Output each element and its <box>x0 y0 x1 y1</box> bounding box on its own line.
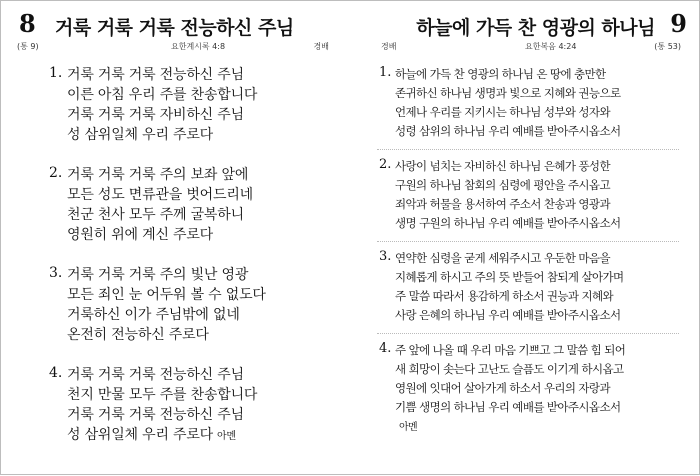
verse-line: 주 앞에 나올 때 우리 마음 기쁘고 그 말씀 힘 되어 <box>395 343 626 357</box>
verse <box>1 365 351 465</box>
verse-number: 3. <box>49 265 63 281</box>
verse-line: 거룩 거룩 거룩 전능하신 주님 <box>67 407 244 423</box>
verse-line: 주 말씀 따라서 용감하게 하소서 권능과 지혜와 <box>395 289 614 303</box>
verse-line: 천군 천사 모두 주께 굴복하니 <box>67 207 244 223</box>
verse-line: 거룩 거룩 거룩 전능하신 주님 <box>67 67 244 83</box>
left-page <box>1 1 351 476</box>
verse-separator <box>377 149 679 150</box>
verse-separator <box>377 241 679 242</box>
hymn-number: 8 <box>19 9 36 38</box>
verse-number: 2. <box>49 165 63 181</box>
verse-line: 거룩하신 이가 주님밖에 없네 <box>67 307 240 323</box>
verse-line: 연약한 심령을 굳게 세워주시고 우둔한 마음을 <box>395 251 610 265</box>
verse-line: 모든 성도 면류관을 벗어드리네 <box>67 187 253 203</box>
verse-line: 지혜롭게 하시고 주의 뜻 받들어 참되게 살아가며 <box>395 270 624 284</box>
hymn-number: 9 <box>670 9 687 38</box>
amen-marker: 아멘 <box>217 431 236 442</box>
verse-line: 기쁨 생명의 하나님 우리 예배를 받아주시옵소서 <box>395 400 621 414</box>
verse-number: 4. <box>379 341 392 356</box>
verse <box>1 165 351 265</box>
verse-line: 영원에 잇대어 살아가게 하소서 우리의 자랑과 <box>395 381 610 395</box>
left-title-row <box>15 9 337 39</box>
verse <box>351 341 700 433</box>
verse <box>351 157 700 249</box>
verse-line: 거룩 거룩 거룩 주의 빛난 영광 <box>67 267 249 283</box>
verse-line: 이른 아침 우리 주를 찬송합니다 <box>67 87 258 103</box>
left-verses <box>1 65 351 465</box>
verse-number: 3. <box>379 249 392 264</box>
old-hymn-number: (통 9) <box>17 42 39 51</box>
hymn-title: 하늘에 가득 찬 영광의 하나님 <box>416 17 655 39</box>
verse-line: 사랑이 넘치는 자비하신 하나님 은혜가 풍성한 <box>395 159 610 173</box>
verse-line-text: 성 삼위일체 우리 주로다 <box>67 427 213 443</box>
hymn-category: 경배 <box>381 42 397 51</box>
verse-line-last <box>67 425 351 447</box>
verse-line: 사랑 은혜의 하나님 우리 예배를 받아주시옵소서 <box>395 308 621 322</box>
hymn-title: 거룩 거룩 거룩 전능하신 주님 <box>55 17 294 39</box>
verse-line: 거룩 거룩 거룩 자비하신 주님 <box>67 107 244 123</box>
scripture-reference: 요한복음 4:24 <box>525 42 577 51</box>
old-hymn-number: (통 53) <box>654 42 681 51</box>
right-verses <box>351 65 700 433</box>
verse-line: 언제나 우리를 지키시는 하나님 성부와 성자와 <box>395 105 610 119</box>
verse-line: 거룩 거룩 거룩 주의 보좌 앞에 <box>67 167 249 183</box>
verse-line: 거룩 거룩 거룩 전능하신 주님 <box>67 367 244 383</box>
verse <box>1 65 351 165</box>
verse-line: 성령 삼위의 하나님 우리 예배를 받아주시옵소서 <box>395 124 621 138</box>
verse-line: 모든 죄인 눈 어두워 볼 수 없도다 <box>67 287 266 303</box>
verse <box>1 265 351 365</box>
verse-number: 4. <box>49 365 63 381</box>
verse-number: 1. <box>379 65 392 80</box>
verse-line: 성 삼위일체 우리 주로다 <box>67 127 213 143</box>
verse-number: 1. <box>49 65 63 81</box>
verse-line: 새 희망이 솟는다 고난도 슬픔도 이기게 하시옵고 <box>395 362 624 376</box>
right-meta-row <box>367 41 685 55</box>
verse-separator <box>377 333 679 334</box>
scripture-reference: 요한계시록 4:8 <box>171 42 226 51</box>
verse <box>351 65 700 157</box>
verse-line: 온전히 전능하신 주로다 <box>67 327 209 343</box>
verse <box>351 249 700 341</box>
verse-line: 죄악과 허물을 용서하여 주소서 찬송과 영광과 <box>395 197 610 211</box>
verse-line: 생명 구원의 하나님 우리 예배를 받아주시옵소서 <box>395 216 621 230</box>
right-page <box>351 1 700 476</box>
left-meta-row <box>17 41 335 55</box>
verse-line: 존귀하신 하나님 생명과 빛으로 지혜와 권능으로 <box>395 86 621 100</box>
amen-line <box>395 417 700 437</box>
amen-marker: 아멘 <box>399 422 418 433</box>
verse-line: 하늘에 가득 찬 영광의 하나님 온 땅에 충만한 <box>395 67 606 81</box>
verse-line: 영원히 위에 계신 주로다 <box>67 227 213 243</box>
verse-line: 구원의 하나님 참회의 심령에 평안을 주시옵고 <box>395 178 610 192</box>
verse-number: 2. <box>379 157 392 172</box>
verse-line: 천지 만물 모두 주를 찬송합니다 <box>67 387 258 403</box>
hymn-category: 경배 <box>313 42 329 51</box>
right-title-row <box>365 9 687 39</box>
